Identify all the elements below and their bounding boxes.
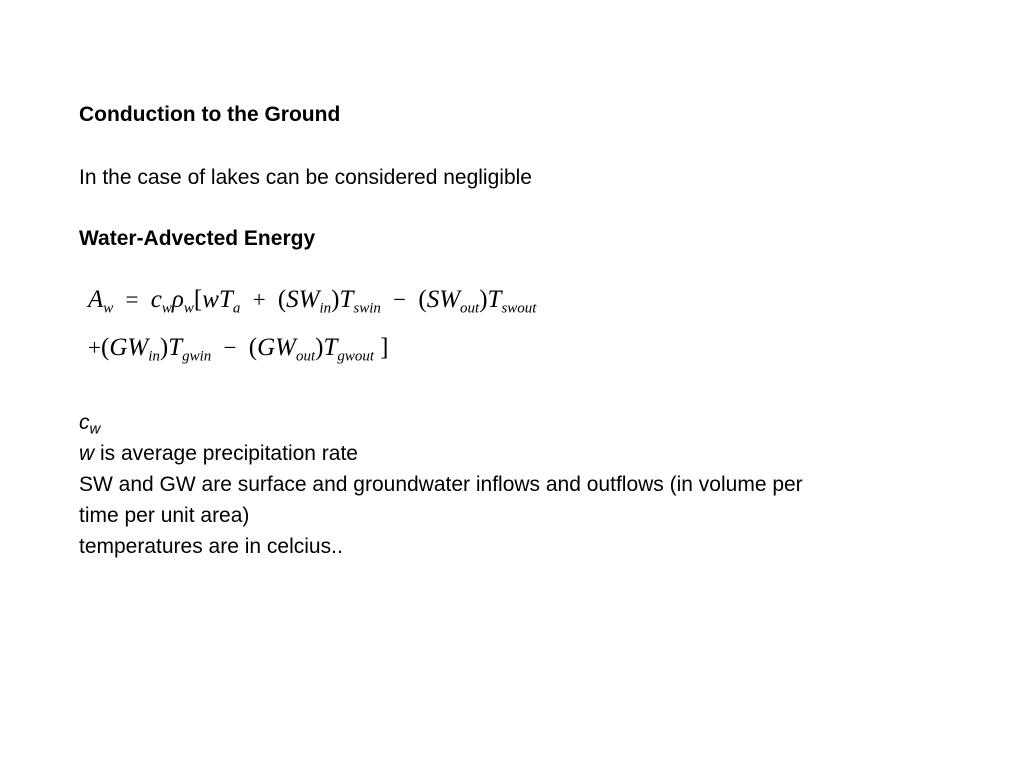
- eq-plus: +: [252, 287, 266, 312]
- eq-sub: w: [103, 300, 114, 317]
- eq-sub: swout: [501, 300, 537, 317]
- eq-paren: (: [100, 334, 110, 361]
- eq-T: T: [487, 286, 502, 313]
- conduction-note: In the case of lakes can be considered negligible: [79, 166, 532, 189]
- eq-plus: +: [88, 335, 101, 360]
- eq-sub: in: [319, 300, 332, 317]
- cw-subscript: w: [89, 420, 101, 438]
- eq-sub: a: [232, 300, 241, 317]
- w-symbol: w: [79, 442, 95, 465]
- eq-w: w: [202, 286, 219, 313]
- eq-bracket: ]: [380, 334, 389, 361]
- eq-paren: ): [479, 286, 488, 313]
- eq-paren: ): [159, 334, 169, 361]
- eq-GW: GW: [109, 334, 149, 361]
- temperature-line: temperatures are in celcius..: [79, 535, 343, 558]
- eq-sub: swin: [353, 300, 381, 317]
- eq-c: c: [150, 286, 162, 313]
- eq-minus: −: [393, 287, 407, 312]
- cw-line: [79, 407, 100, 438]
- equation-line-2: [88, 334, 389, 365]
- eq-SW: SW: [286, 286, 320, 313]
- sw-gw-line-2: time per unit area): [79, 504, 250, 527]
- eq-T: T: [339, 286, 354, 313]
- eq-sub: gwout: [337, 348, 375, 365]
- eq-paren: (: [277, 286, 287, 313]
- eq-T: T: [218, 286, 233, 313]
- eq-A: A: [88, 286, 104, 313]
- eq-GW: GW: [257, 334, 296, 361]
- eq-minus: −: [223, 335, 237, 360]
- eq-paren: ): [315, 334, 324, 361]
- cw-symbol: c: [79, 411, 90, 434]
- eq-sub: out: [296, 348, 316, 365]
- w-description: is average precipitation rate: [94, 442, 358, 465]
- eq-sub: out: [460, 300, 480, 317]
- eq-paren: (: [248, 334, 258, 361]
- w-line: [79, 438, 358, 469]
- eq-bracket: [: [193, 286, 203, 313]
- eq-SW: SW: [426, 286, 461, 313]
- eq-equals: =: [125, 287, 139, 312]
- equation-line-1: [88, 286, 537, 317]
- eq-T: T: [323, 334, 338, 361]
- heading-conduction: Conduction to the Ground: [79, 103, 341, 126]
- eq-sub: w: [161, 300, 172, 317]
- eq-sub: w: [183, 300, 194, 317]
- eq-sub: in: [148, 348, 160, 365]
- eq-rho: ρ: [171, 286, 184, 313]
- eq-sub: gwin: [182, 348, 212, 365]
- heading-water-advected: Water-Advected Energy: [79, 227, 316, 250]
- sw-gw-line-1: SW and GW are surface and groundwater inflows and outflows (in volume per: [79, 473, 803, 496]
- eq-T: T: [168, 334, 183, 361]
- eq-paren: ): [331, 286, 340, 313]
- eq-paren: (: [418, 286, 427, 313]
